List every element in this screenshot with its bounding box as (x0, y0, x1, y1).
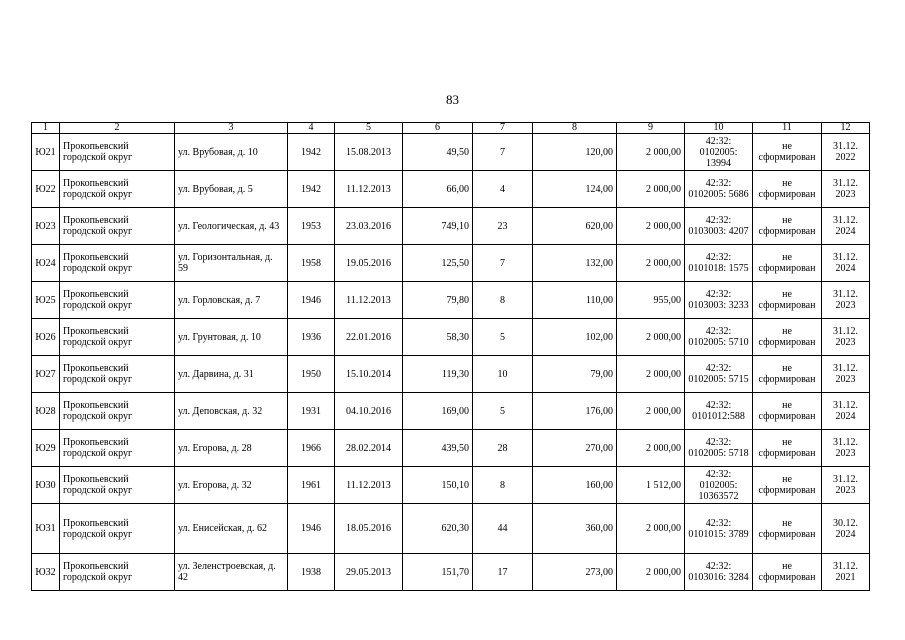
cell-date: 11.12.2013 (335, 467, 403, 504)
table-row (32, 282, 870, 319)
cell-area: 49,50 (403, 134, 473, 171)
cell-area: 150,10 (403, 467, 473, 504)
table-row (32, 171, 870, 208)
cell-cadastral: 42:32: 0102005: 5718 (685, 430, 753, 467)
cell-deadline: 30.12. 2024 (822, 504, 870, 554)
table-row (32, 319, 870, 356)
cell-deadline: 31.12. 2022 (822, 134, 870, 171)
table-row (32, 245, 870, 282)
column-header-3: 3 (175, 123, 288, 134)
cell-value-9: 2 000,00 (617, 134, 685, 171)
table-row (32, 134, 870, 171)
cell-id: Ю30 (32, 467, 60, 504)
cell-area: 58,30 (403, 319, 473, 356)
cell-status: не сформирован (753, 467, 822, 504)
cell-residents: 4 (473, 171, 533, 208)
cell-address: ул. Геологическая, д. 43 (175, 208, 288, 245)
cell-cadastral: 42:32: 0103003: 4207 (685, 208, 753, 245)
cell-value-9: 2 000,00 (617, 171, 685, 208)
cell-date: 15.10.2014 (335, 356, 403, 393)
cell-year: 1961 (288, 467, 335, 504)
cell-address: ул. Деповская, д. 32 (175, 393, 288, 430)
cell-status: не сформирован (753, 282, 822, 319)
cell-address: ул. Врубовая, д. 5 (175, 171, 288, 208)
cell-area: 169,00 (403, 393, 473, 430)
cell-district: Прокопьевский городской округ (60, 282, 175, 319)
cell-value-9: 2 000,00 (617, 245, 685, 282)
cell-residents: 17 (473, 554, 533, 591)
cell-value-8: 620,00 (533, 208, 617, 245)
cell-status: не сформирован (753, 208, 822, 245)
cell-year: 1958 (288, 245, 335, 282)
cell-district: Прокопьевский городской округ (60, 356, 175, 393)
cell-address: ул. Егорова, д. 32 (175, 467, 288, 504)
cell-residents: 8 (473, 467, 533, 504)
cell-id: Ю26 (32, 319, 60, 356)
cell-residents: 5 (473, 319, 533, 356)
cell-date: 23.03.2016 (335, 208, 403, 245)
cell-id: Ю21 (32, 134, 60, 171)
cell-year: 1950 (288, 356, 335, 393)
cell-deadline: 31.12. 2023 (822, 430, 870, 467)
cell-residents: 5 (473, 393, 533, 430)
cell-residents: 23 (473, 208, 533, 245)
cell-residents: 7 (473, 134, 533, 171)
cell-year: 1931 (288, 393, 335, 430)
cell-district: Прокопьевский городской округ (60, 554, 175, 591)
cell-value-9: 2 000,00 (617, 393, 685, 430)
cell-address: ул. Врубовая, д. 10 (175, 134, 288, 171)
cell-value-8: 120,00 (533, 134, 617, 171)
cell-status: не сформирован (753, 393, 822, 430)
cell-district: Прокопьевский городской округ (60, 430, 175, 467)
cell-district: Прокопьевский городской округ (60, 134, 175, 171)
cell-value-8: 124,00 (533, 171, 617, 208)
cell-year: 1946 (288, 282, 335, 319)
cell-value-9: 2 000,00 (617, 208, 685, 245)
cell-value-8: 160,00 (533, 467, 617, 504)
cell-address: ул. Горизонтальная, д. 59 (175, 245, 288, 282)
table-row (32, 430, 870, 467)
header-row (32, 123, 870, 134)
cell-area: 749,10 (403, 208, 473, 245)
cell-date: 18.05.2016 (335, 504, 403, 554)
cell-date: 28.02.2014 (335, 430, 403, 467)
cell-status: не сформирован (753, 171, 822, 208)
cell-id: Ю31 (32, 504, 60, 554)
cell-id: Ю29 (32, 430, 60, 467)
cell-value-8: 273,00 (533, 554, 617, 591)
cell-deadline: 31.12. 2023 (822, 319, 870, 356)
cell-status: не сформирован (753, 245, 822, 282)
cell-value-9: 2 000,00 (617, 554, 685, 591)
cell-year: 1936 (288, 319, 335, 356)
cell-address: ул. Енисейская, д. 62 (175, 504, 288, 554)
column-header-8: 8 (533, 123, 617, 134)
cell-value-9: 2 000,00 (617, 430, 685, 467)
cell-year: 1942 (288, 134, 335, 171)
column-header-5: 5 (335, 123, 403, 134)
cell-address: ул. Дарвина, д. 31 (175, 356, 288, 393)
cell-id: Ю25 (32, 282, 60, 319)
cell-id: Ю24 (32, 245, 60, 282)
column-header-2: 2 (60, 123, 175, 134)
cell-status: не сформирован (753, 356, 822, 393)
cell-value-8: 360,00 (533, 504, 617, 554)
cell-date: 11.12.2013 (335, 282, 403, 319)
cell-address: ул. Егорова, д. 28 (175, 430, 288, 467)
cell-deadline: 31.12. 2024 (822, 245, 870, 282)
cell-deadline: 31.12. 2024 (822, 393, 870, 430)
cell-cadastral: 42:32: 0103016: 3284 (685, 554, 753, 591)
cell-area: 125,50 (403, 245, 473, 282)
cell-value-9: 2 000,00 (617, 504, 685, 554)
cell-address: ул. Грунтовая, д. 10 (175, 319, 288, 356)
cell-value-8: 79,00 (533, 356, 617, 393)
cell-year: 1938 (288, 554, 335, 591)
cell-deadline: 31.12. 2023 (822, 171, 870, 208)
cell-cadastral: 42:32: 0102005: 5686 (685, 171, 753, 208)
cell-district: Прокопьевский городской округ (60, 319, 175, 356)
cell-deadline: 31.12. 2021 (822, 554, 870, 591)
table-body (32, 134, 870, 591)
housing-registry-table (31, 122, 870, 591)
cell-date: 29.05.2013 (335, 554, 403, 591)
cell-district: Прокопьевский городской округ (60, 208, 175, 245)
column-header-9: 9 (617, 123, 685, 134)
cell-status: не сформирован (753, 554, 822, 591)
cell-cadastral: 42:32: 0102005: 5710 (685, 319, 753, 356)
cell-cadastral: 42:32: 0103003: 3233 (685, 282, 753, 319)
cell-year: 1942 (288, 171, 335, 208)
cell-area: 119,30 (403, 356, 473, 393)
cell-area: 79,80 (403, 282, 473, 319)
cell-value-9: 1 512,00 (617, 467, 685, 504)
table-row (32, 356, 870, 393)
cell-area: 151,70 (403, 554, 473, 591)
cell-status: не сформирован (753, 504, 822, 554)
cell-date: 11.12.2013 (335, 171, 403, 208)
cell-year: 1953 (288, 208, 335, 245)
cell-district: Прокопьевский городской округ (60, 504, 175, 554)
table-row (32, 554, 870, 591)
cell-status: не сформирован (753, 134, 822, 171)
cell-cadastral: 42:32: 0102005: 10363572 (685, 467, 753, 504)
cell-value-9: 2 000,00 (617, 319, 685, 356)
cell-district: Прокопьевский городской округ (60, 393, 175, 430)
cell-district: Прокопьевский городской округ (60, 171, 175, 208)
cell-date: 19.05.2016 (335, 245, 403, 282)
cell-id: Ю22 (32, 171, 60, 208)
cell-value-8: 132,00 (533, 245, 617, 282)
cell-status: не сформирован (753, 319, 822, 356)
cell-id: Ю32 (32, 554, 60, 591)
column-header-11: 11 (753, 123, 822, 134)
cell-value-8: 270,00 (533, 430, 617, 467)
cell-residents: 7 (473, 245, 533, 282)
cell-deadline: 31.12. 2023 (822, 282, 870, 319)
cell-address: ул. Зеленстроевская, д. 42 (175, 554, 288, 591)
cell-date: 04.10.2016 (335, 393, 403, 430)
cell-residents: 10 (473, 356, 533, 393)
cell-residents: 8 (473, 282, 533, 319)
cell-deadline: 31.12. 2023 (822, 467, 870, 504)
cell-status: не сформирован (753, 430, 822, 467)
cell-residents: 44 (473, 504, 533, 554)
cell-id: Ю28 (32, 393, 60, 430)
cell-year: 1946 (288, 504, 335, 554)
cell-cadastral: 42:32: 0101015: 3789 (685, 504, 753, 554)
cell-year: 1966 (288, 430, 335, 467)
cell-cadastral: 42:32: 0101018: 1575 (685, 245, 753, 282)
cell-district: Прокопьевский городской округ (60, 245, 175, 282)
cell-deadline: 31.12. 2024 (822, 208, 870, 245)
cell-cadastral: 42:32: 0101012:588 (685, 393, 753, 430)
cell-residents: 28 (473, 430, 533, 467)
cell-address: ул. Горловская, д. 7 (175, 282, 288, 319)
table-row (32, 467, 870, 504)
column-header-1: 1 (32, 123, 60, 134)
cell-value-8: 176,00 (533, 393, 617, 430)
cell-date: 15.08.2013 (335, 134, 403, 171)
column-header-4: 4 (288, 123, 335, 134)
cell-area: 66,00 (403, 171, 473, 208)
cell-district: Прокопьевский городской округ (60, 467, 175, 504)
page-number: 83 (446, 92, 459, 107)
cell-deadline: 31.12. 2023 (822, 356, 870, 393)
cell-cadastral: 42:32: 0102005: 13994 (685, 134, 753, 171)
cell-id: Ю23 (32, 208, 60, 245)
table-row (32, 393, 870, 430)
cell-id: Ю27 (32, 356, 60, 393)
cell-value-8: 102,00 (533, 319, 617, 356)
cell-date: 22.01.2016 (335, 319, 403, 356)
table-row (32, 208, 870, 245)
column-header-10: 10 (685, 123, 753, 134)
cell-area: 620,30 (403, 504, 473, 554)
cell-value-9: 2 000,00 (617, 356, 685, 393)
column-header-12: 12 (822, 123, 870, 134)
cell-area: 439,50 (403, 430, 473, 467)
column-header-7: 7 (473, 123, 533, 134)
table-row (32, 504, 870, 554)
cell-value-9: 955,00 (617, 282, 685, 319)
cell-value-8: 110,00 (533, 282, 617, 319)
column-header-6: 6 (403, 123, 473, 134)
cell-cadastral: 42:32: 0102005: 5715 (685, 356, 753, 393)
